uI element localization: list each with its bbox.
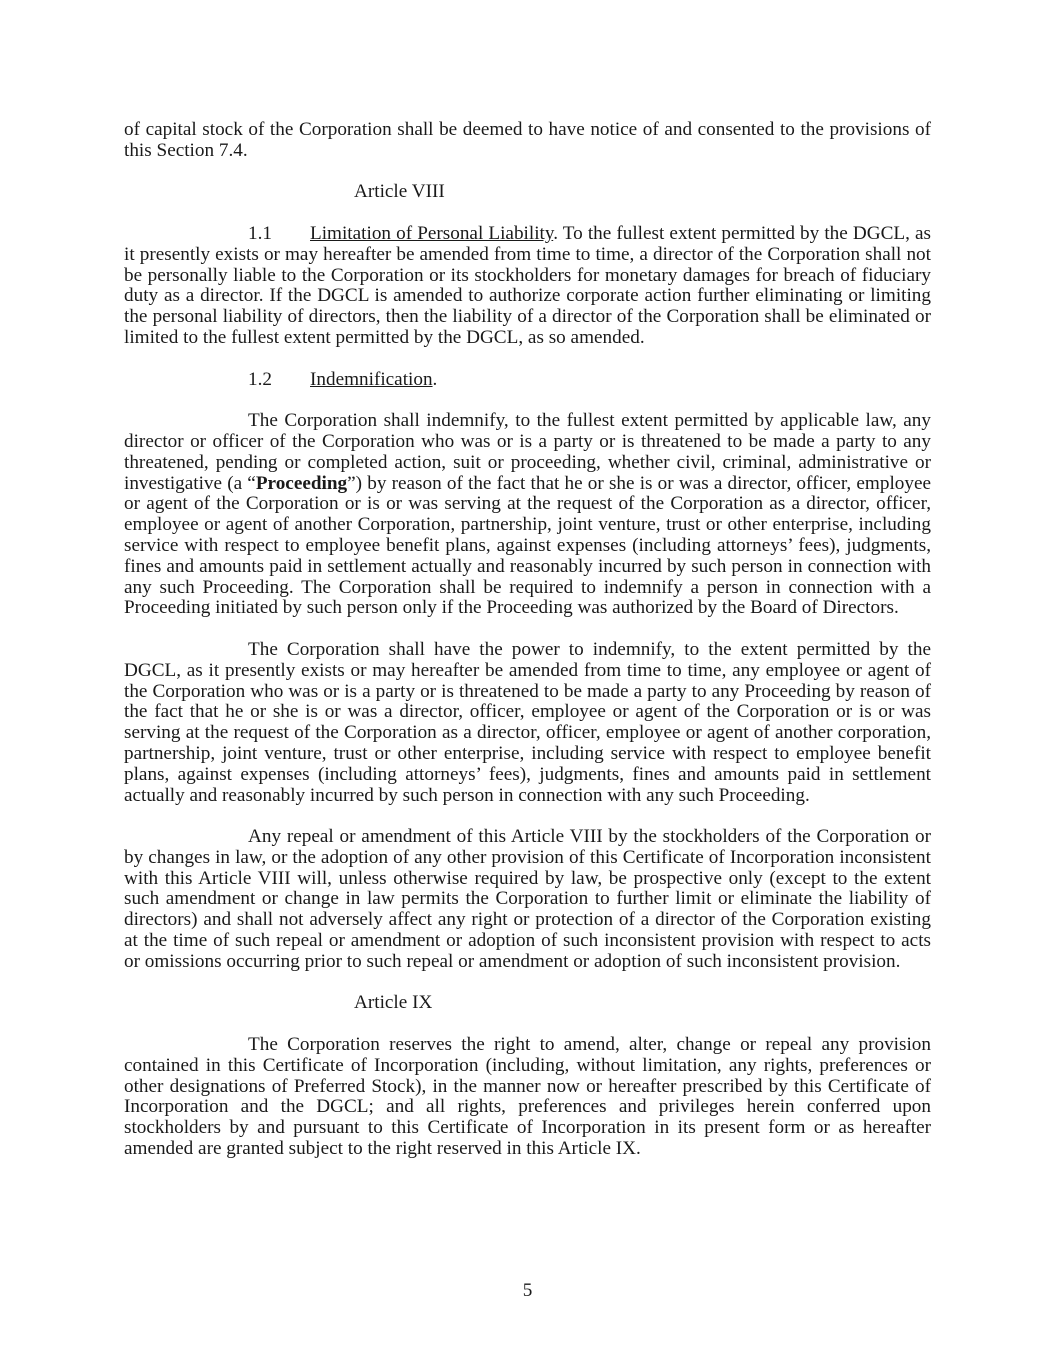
indemnification-paragraph-1 (124, 411, 931, 619)
section-1-2-title-end: . (432, 368, 438, 390)
proceeding-defined-term: Proceeding (255, 472, 348, 494)
section-1-1-body: . To the fullest extent permitted by the DGCL, as it presently exists or may hereafter be amended from time to time, a director of the Corporation shall not be personally liable to the Corporation or its stockholders for monetary damages for breach of fiduciary duty as a director. If the DGCL is amended to authorize corporate action further eliminating or limiting the personal liability of directors, then the liability of a director of the Corporation shall be eliminated or limited to the fullest extent permitted by the DGCL, as so amended. (124, 222, 931, 348)
article-viii-heading: Article VIII (354, 181, 445, 203)
section-1-2-heading (124, 370, 931, 391)
continuation-paragraph: of capital stock of the Corporation shall be deemed to have notice of and consented to the provisions of this Section 7.4. (124, 119, 931, 161)
indemnification-paragraph-2: The Corporation shall have the power to indemnify, to the extent permitted by the DGCL, as it presently exists or may hereafter be amended from time to time, any employee or agent of the Corporation who was or is a party or is threatened to be made a party to any Proceeding by reason of the fact that he or she is or was a director, officer, employee or agent of the Corporation or is or was serving at the request of the Corporation as a director, officer, employee or agent of another corporation, partnership, joint venture, trust or other enterprise, including service with respect to employee benefit plans, against expenses (including attorneys’ fees), judgments, fines and amounts paid in settlement actually and reasonably incurred by such person in connection with any such Proceeding. (124, 638, 931, 806)
section-1-2-number: 1.2 (248, 368, 272, 390)
section-1-2-title: Indemnification (310, 368, 433, 390)
article-ix-paragraph: The Corporation reserves the right to amend, alter, change or repeal any provision contained in this Certificate of Incorporation (including, without limitation, any rights, preferences or other designations of Preferred Stock), in the manner now or hereafter prescribed by this Certificate of Incorporation and the DGCL; and all rights, preferences and privileges herein conferred upon stockholders by and pursuant to this Certificate of Incorporation in its present form or as hereafter amended are granted subject to the right reserved in this Article IX. (124, 1034, 931, 1160)
document-page (124, 120, 931, 1160)
article-ix-heading: Article IX (354, 992, 433, 1014)
page-number: 5 (522, 1280, 533, 1301)
section-1-1-number: 1.1 (248, 222, 272, 244)
indemnification-p1-part-a: The Corporation shall indemnify, to the fullest extent permitted by applicable law, any director or officer of the Corporation who was or is a party or is threatened to be made a party to any threatened, pending or completed action, suit or proceeding, whether civil, criminal, administrative or investigative (a “ (124, 410, 931, 494)
indemnification-paragraph-3: Any repeal or amendment of this Article VIII by the stockholders of the Corporation or by changes in law, or the adoption of any other provision of this Certificate of Incorporation inconsistent with this Article VIII will, unless otherwise required by law, be prospective only (except to the extent such amendment or change in law permits the Corporation to further limit or eliminate the liability of directors) and shall not adversely affect any right or protection of a director of the Corporation existing at the time of such repeal or amendment or adoption of such inconsistent provision with respect to acts or omissions occurring prior to such repeal or amendment or adoption of such inconsistent provision. (124, 826, 931, 972)
indemnification-p1-part-b: ”) by reason of the fact that he or she is or was a director, officer, employee or agent of the Corporation or is or was serving at the request of the Corporation as a director, officer, employee or agent of another Corporation, partnership, joint venture, trust or other enterprise, including service with respect to employee benefit plans, against expenses (including attorneys’ fees), judgments, fines and amounts paid in settlement actually and reasonably incurred by such person in connection with any such Proceeding. The Corporation shall be required to indemnify a person in connection with a Proceeding initiated by such person only if the Proceeding was authorized by the Board of Directors. (124, 472, 931, 619)
section-1-1-title: Limitation of Personal Liability (310, 222, 554, 244)
section-1-1-paragraph (124, 224, 931, 349)
